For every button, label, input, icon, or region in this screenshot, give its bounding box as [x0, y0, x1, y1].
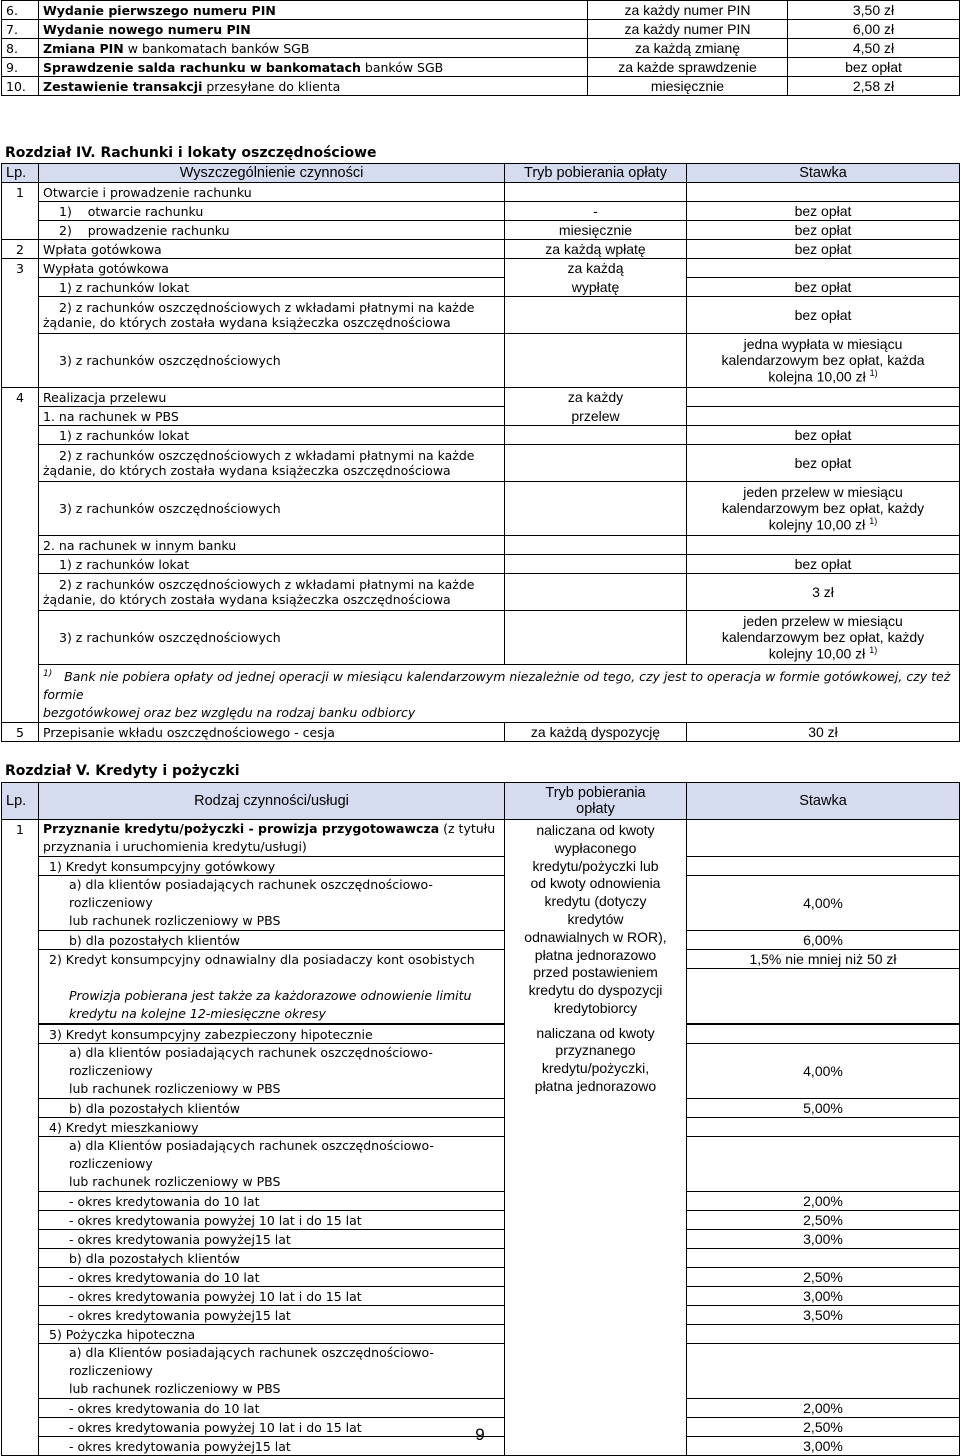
table-row: 1) z rachunków lokat wypłatę bez opłat — [2, 278, 960, 297]
table-row: - okres kredytowania powyżej15 lat 3,50% — [2, 1306, 960, 1325]
mode-line: płatna jednorazowo — [534, 1077, 657, 1094]
table-row: - okres kredytowania do 10 lat 2,00% — [2, 1399, 960, 1418]
table-row: 3) Kredyt konsumpcyjny zabezpieczony hipotecznie naliczana od kwoty przyznanego kredytu/pożyczki, płatna jednorazowo — [2, 1025, 960, 1044]
table-row: 6. Wydanie pierwszego numeru PIN za każdy numer PIN 3,50 zł — [2, 1, 960, 20]
mode-line: odnawialnych w ROR), — [524, 928, 667, 945]
table-row: b) dla pozostałych klientów 5,00% — [2, 1099, 960, 1118]
table-row: 2) z rachunków oszczędnościowych z wkładami płatnymi na każde żądanie, do których została wydana książeczka oszczędnościowa bez opłat — [2, 445, 960, 482]
mode-line: płatna jednorazowo — [534, 946, 657, 963]
table-row: a) dla klientów posiadających rachunek oszczędnościowo-rozliczeniowy lub rachunek rozliczeniowy w PBS 4,00% — [2, 876, 960, 931]
table-row: 3) z rachunków oszczędnościowych jeden przelew w miesiącu kalendarzowym bez opłat, każdy kolejny 10,00 zł $^{1)}$ — [2, 611, 960, 665]
table-row: 1) z rachunków lokat bez opłat — [2, 426, 960, 445]
fees-table-cards — [1, 0, 960, 96]
mode-line: kredytu/pożyczki lub — [532, 857, 659, 874]
table-row: 7. Wydanie nowego numeru PIN za każdy numer PIN 6,00 zł — [2, 20, 960, 39]
table-row: 1 Otwarcie i prowadzenie rachunku — [2, 183, 960, 202]
table-row: - okres kredytowania do 10 lat 2,50% — [2, 1268, 960, 1287]
mode-line: kredytobiorcy — [553, 999, 638, 1016]
table-row: b) dla pozostałych klientów — [2, 1249, 960, 1268]
page-number: 9 — [475, 1425, 485, 1444]
table-row: 3 Wypłata gotówkowa za każdą — [2, 259, 960, 278]
table-row: 1) otwarcie rachunku - bez opłat — [2, 202, 960, 221]
table-row: a) dla Klientów posiadających rachunek oszczędnościowo- rozliczeniowy lub rachunek rozliczeniowy w PBS — [2, 1344, 960, 1399]
table-row: a) dla Klientów posiadających rachunek oszczędnościowo- rozliczeniowy lub rachunek rozliczeniowy w PBS — [2, 1137, 960, 1192]
table-row: 2) z rachunków oszczędnościowych z wkładami płatnymi na każde żądanie, do których została wydana książeczka oszczędnościowa bez opłat — [2, 297, 960, 334]
table-row: - okres kredytowania powyżej 10 lat i do 15 lat 3,00% — [2, 1287, 960, 1306]
table-row: 1) Kredyt konsumpcyjny gotówkowy — [2, 857, 960, 876]
mode-line: kredytu do dyspozycji — [528, 982, 663, 999]
mode-line: od kwoty odnowienia — [530, 875, 661, 892]
section-iv-title: Rozdział IV. Rachunki i lokaty oszczędnościowe — [5, 145, 377, 161]
table-row: - okres kredytowania powyżej15 lat 3,00% — [2, 1230, 960, 1249]
table-row: a) dla klientów posiadających rachunek oszczędnościowo-rozliczeniowy lub rachunek rozliczeniowy w PBS 4,00% — [2, 1044, 960, 1099]
table-row: 1 Przyznanie kredytu/pożyczki - prowizja przygotowawcza (z tytułu przyznania i uruchomienia kredytu/usługi) naliczana od kwoty wypłaconego kredytu/pożyczki lub od kwoty odnowienia kredytu (dotyczy kredytów odnawialnych w ROR), płatna jednorazowo przed postawieniem kredytu do dyspozycji kredytobiorcy — [2, 820, 960, 857]
footnote: $^{1)}$ Bank nie pobiera opłaty od jednej operacji w miesiącu kalendarzowym niezależnie od tego, czy jest to operacja w formie gotówkowej, czy też formie bezgotówkowej oraz bez względu na rodzaj banku odbiorcy — [39, 665, 960, 723]
table-row: - okres kredytowania powyżej 10 lat i do 15 lat 2,50% — [2, 1418, 960, 1437]
table-row: - okres kredytowania powyżej 10 lat i do 15 lat 2,50% — [2, 1211, 960, 1230]
mode-line: kredytu (dotyczy — [544, 893, 647, 910]
mode-line: kredytów — [567, 910, 624, 927]
renewal-note: Prowizja pobierana jest także za każdorazowe odnowienie limitu kredytu na kolejne 12-miesięczne okresy — [39, 987, 505, 1024]
mode-line: przyznanego — [555, 1042, 636, 1059]
table-row: 4) Kredyt mieszkaniowy — [2, 1118, 960, 1137]
table-header-row: Lp. Rodzaj czynności/usługi Tryb pobierania opłaty Stawka — [2, 783, 960, 820]
table-row: 9. Sprawdzenie salda rachunku w bankomatach banków SGB za każde sprawdzenie bez opłat — [2, 58, 960, 77]
table-row: 8. Zmiana PIN w bankomatach banków SGB za każdą zmianę 4,50 zł — [2, 39, 960, 58]
mode-line: naliczana od kwoty — [536, 1024, 655, 1041]
table-row: 2) Kredyt konsumpcyjny odnawialny dla posiadaczy kont osobistych 1,5% nie mniej niż 50 zł — [2, 950, 960, 969]
table-row: 3) z rachunków oszczędnościowych jedna wypłata w miesiącu kalendarzowym bez opłat, każda kolejna 10,00 zł $^{1)}$ — [2, 334, 960, 388]
table-row — [2, 987, 960, 1024]
mode-line: przed postawieniem — [533, 964, 658, 981]
table-row: 2. na rachunek w innym banku — [2, 536, 960, 555]
table-row: 5) Pożyczka hipoteczna — [2, 1325, 960, 1344]
mode-cell-a — [505, 820, 687, 1025]
table-row: - okres kredytowania powyżej15 lat 3,00% — [2, 1437, 960, 1456]
mode-line: wypłaconego — [554, 839, 637, 856]
col-mode: Tryb pobierania opłaty — [505, 164, 687, 183]
table-row: 2 Wpłata gotówkowa za każdą wpłatę bez opłat — [2, 240, 960, 259]
mode-line: naliczana od kwoty — [536, 822, 655, 838]
table-row: 1) z rachunków lokat bez opłat — [2, 555, 960, 574]
fees-table-loans — [1, 782, 960, 1456]
section-v-title: Rozdział V. Kredyty i pożyczki — [5, 763, 240, 779]
table-row: 2) prowadzenie rachunku miesięcznie bez opłat — [2, 221, 960, 240]
table-header-row — [2, 164, 960, 183]
table-row — [2, 969, 960, 987]
mode-cell-b — [505, 1025, 687, 1137]
table-row: 10. Zestawienie transakcji przesyłane do klienta miesięcznie 2,58 zł — [2, 77, 960, 96]
col-lp: Lp. — [2, 164, 39, 183]
footnote-row — [2, 665, 960, 723]
mode-line: kredytu/pożyczki, — [541, 1060, 650, 1077]
col-rate: Stawka — [687, 164, 960, 183]
col-desc: Wyszczególnienie czynności — [39, 164, 505, 183]
table-row: 4 Realizacja przelewu za każdy — [2, 388, 960, 407]
table-row: 3) z rachunków oszczędnościowych jeden przelew w miesiącu kalendarzowym bez opłat, każdy kolejny 10,00 zł $^{1)}$ — [2, 482, 960, 536]
table-row: - okres kredytowania do 10 lat 2,00% — [2, 1192, 960, 1211]
table-row: b) dla pozostałych klientów 6,00% — [2, 931, 960, 950]
table-row: 2) z rachunków oszczędnościowych z wkładami płatnymi na każde żądanie, do których została wydana książeczka oszczędnościowa 3 zł — [2, 574, 960, 611]
table-row: 1. na rachunek w PBS przelew — [2, 407, 960, 426]
fees-table-accounts — [1, 163, 960, 742]
table-row: 5 Przepisanie wkładu oszczędnościowego - cesja za każdą dyspozycję 30 zł — [2, 723, 960, 742]
